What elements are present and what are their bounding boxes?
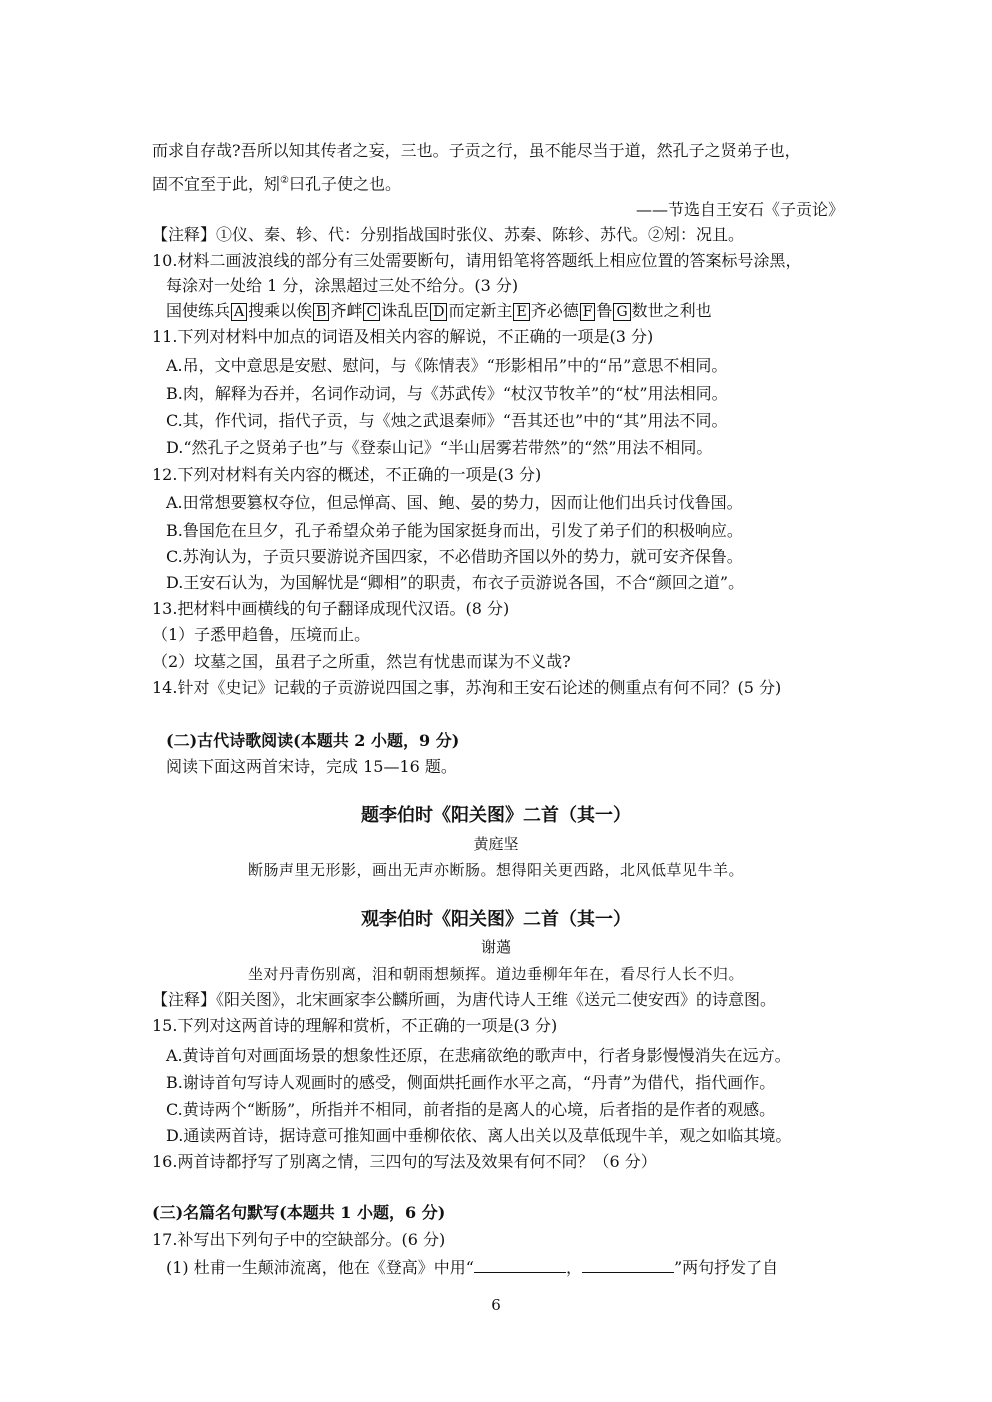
question-11-option-c: C.其，作代词，指代子贡，与《烛之武退秦师》“吾其还也”中的“其”用法不同。 bbox=[166, 411, 728, 430]
poem-2-text: 坐对丹青伤别离，泪和朝雨想频挥。道边垂柳年年在，看尽行人长不归。 bbox=[247, 965, 744, 983]
question-15-option-c: C.黄诗两个“断肠”，所指并不相同，前者指的是离人的心境，后者指的是作者的观感。 bbox=[166, 1100, 776, 1119]
question-10-cont: 每涂对一处给 1 分，涂黑超过三处不给分。(3 分) bbox=[166, 276, 519, 295]
poem-1-title: 题李伯时《阳关图》二首（其一） bbox=[361, 805, 631, 826]
question-10-options: 国使练兵 A 搜乘以俟 B 齐衅 C 诛乱臣 D 而定新主 E 齐必德 F 鲁 G 数世之利也 bbox=[166, 301, 712, 320]
question-11-option-a: A.吊，文中意思是安慰、慰问，与《陈情表》“形影相吊”中的“吊”意思不相同。 bbox=[166, 356, 728, 375]
question-17: 17.补写出下列句子中的空缺部分。(6 分) bbox=[152, 1230, 446, 1249]
annotation-note: 【注释】《阳关图》，北宋画家李公麟所画，为唐代诗人王维《送元二使安西》的诗意图。 bbox=[152, 990, 777, 1009]
section-heading-recitation: (三)名篇名句默写(本题共 1 小题，6 分) bbox=[152, 1203, 446, 1222]
question-12: 12.下列对材料有关内容的概述，不正确的一项是(3 分) bbox=[152, 465, 542, 484]
question-11-option-d: D.“然孔子之贤弟子也”与《登泰山记》“半山居雾若带然”的“然”用法不相同。 bbox=[166, 438, 713, 457]
question-13-part-2: （2）坟墓之国，虽君子之所重，然岂有忧患而谋为不义哉? bbox=[152, 652, 571, 671]
section-heading-poetry: (二)古代诗歌阅读(本题共 2 小题，9 分) bbox=[166, 731, 460, 750]
passage-line: 固不宜至于此，矧②曰孔子使之也。 bbox=[152, 174, 401, 194]
option-box-f: F bbox=[580, 303, 596, 321]
passage-source: ——节选自王安石《子贡论》 bbox=[635, 200, 844, 219]
section-intro: 阅读下面这两首宋诗，完成 15—16 题。 bbox=[166, 757, 457, 776]
question-14: 14.针对《史记》记载的子贡游说四国之事，苏洵和王安石论述的侧重点有何不同？(5 分) bbox=[152, 678, 782, 697]
footnote-marker: ② bbox=[280, 175, 289, 186]
poem-1-author: 黄庭坚 bbox=[473, 835, 519, 853]
option-box-c: C bbox=[363, 303, 380, 321]
poem-1-text: 断肠声里无形影，画出无声亦断肠。想得阳关更西路，北风低草见牛羊。 bbox=[247, 861, 744, 879]
question-12-option-d: D.王安石认为，为国解忧是“卿相”的职责，布衣子贡游说各国，不合“颜回之道”。 bbox=[166, 573, 745, 592]
option-box-d: D bbox=[430, 303, 447, 321]
option-box-g: G bbox=[613, 303, 630, 321]
question-15: 15.下列对这两首诗的理解和赏析，不正确的一项是(3 分) bbox=[152, 1016, 558, 1035]
question-15-option-a: A.黄诗首句对画面场景的想象性还原，在悲痛欲绝的歌声中，行者身影慢慢消失在远方。 bbox=[166, 1046, 791, 1065]
question-10: 10.材料二画波浪线的部分有三处需要断句，请用铅笔将答题纸上相应位置的答案标号涂黑， bbox=[152, 251, 802, 270]
question-16: 16.两首诗都抒写了别离之情，三四句的写法及效果有何不同？（6 分） bbox=[152, 1152, 657, 1171]
option-box-e: E bbox=[513, 303, 529, 321]
answer-blank[interactable] bbox=[474, 1256, 566, 1273]
question-11: 11.下列对材料中加点的词语及相关内容的解说，不正确的一项是(3 分) bbox=[152, 327, 654, 346]
question-12-option-b: B.鲁国危在旦夕，孔子希望众弟子能为国家挺身而出，引发了弟子们的积极响应。 bbox=[166, 521, 743, 540]
question-15-option-b: B.谢诗首句写诗人观画时的感受，侧面烘托画作水平之高，“丹青”为借代，指代画作。 bbox=[166, 1073, 776, 1092]
question-15-option-d: D.通读两首诗，据诗意可推知画中垂柳依依、离人出关以及草低现牛羊，观之如临其境。 bbox=[166, 1126, 792, 1145]
option-box-a: A bbox=[231, 303, 247, 321]
passage-line: 而求自存哉?吾所以知其传者之妄，三也。子贡之行，虽不能尽当于道，然孔子之贤弟子也， bbox=[152, 141, 801, 160]
question-13: 13.把材料中画横线的句子翻译成现代汉语。(8 分) bbox=[152, 599, 510, 618]
poem-2-title: 观李伯时《阳关图》二首（其一） bbox=[361, 909, 631, 930]
option-box-b: B bbox=[313, 303, 329, 321]
answer-blank[interactable] bbox=[582, 1256, 674, 1273]
question-12-option-c: C.苏洵认为，子贡只要游说齐国四家，不必借助齐国以外的势力，就可安齐保鲁。 bbox=[166, 547, 743, 566]
question-17-part-1: (1) 杜甫一生颠沛流离，他在《登高》中用“ ， ”两句抒发了自 bbox=[166, 1258, 779, 1277]
poem-2-author: 谢薖 bbox=[480, 938, 511, 956]
question-13-part-1: （1）子悉甲趋鲁，压境而止。 bbox=[152, 625, 371, 644]
question-12-option-a: A.田常想要篡权夺位，但忌惮高、国、鲍、晏的势力，因而让他们出兵讨伐鲁国。 bbox=[166, 493, 743, 512]
question-11-option-b: B.肉，解释为吞并，名词作动词，与《苏武传》“杖汉节牧羊”的“杖”用法相同。 bbox=[166, 384, 728, 403]
page-number: 6 bbox=[491, 1296, 501, 1314]
annotation-note: 【注释】①仪、秦、轸、代：分别指战国时张仪、苏秦、陈轸、苏代。②矧：况且。 bbox=[152, 225, 745, 244]
